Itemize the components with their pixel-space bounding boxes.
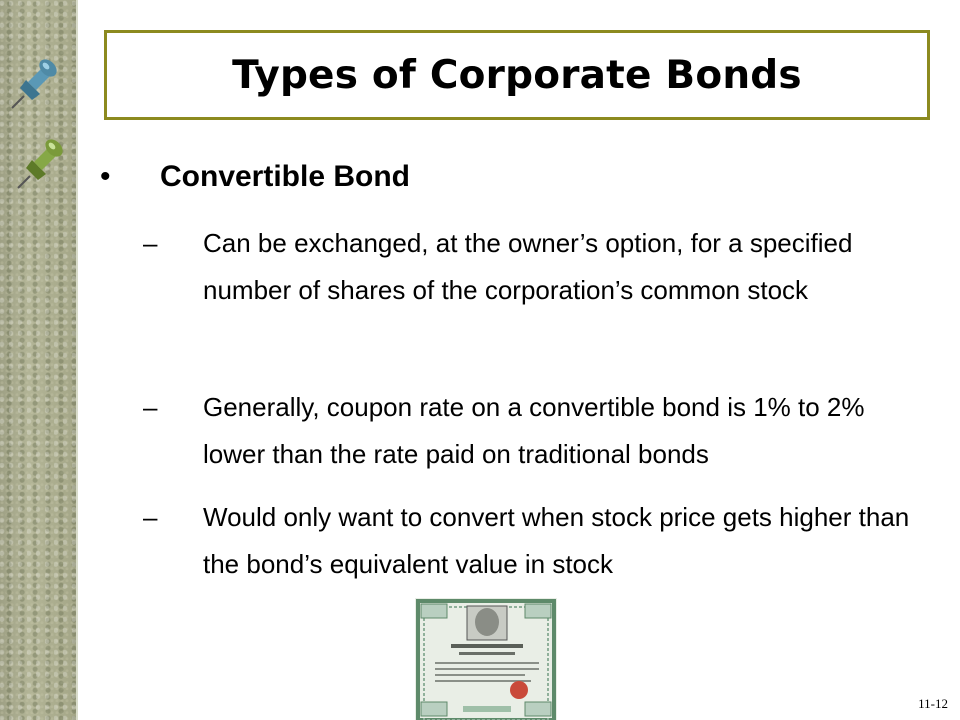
slide-title: Types of Corporate Bonds [232, 52, 802, 98]
green-pushpin-icon [12, 138, 68, 190]
sub-point-text: Generally, coupon rate on a convertible bond is 1% to 2% lower than the rate paid on traditional bonds [203, 392, 865, 469]
blue-pushpin-icon [6, 58, 62, 110]
sub-point-1 [143, 220, 933, 314]
sub-point-2 [143, 384, 933, 478]
bullet-heading: Convertible Bond [160, 160, 411, 193]
bullet-marker: • [100, 160, 111, 193]
title-box [104, 30, 930, 120]
sub-point-3 [143, 494, 933, 588]
sub-point-text: Would only want to convert when stock price gets higher than the bond’s equivalent value in stock [203, 502, 910, 579]
dash-marker: – [143, 228, 158, 258]
dash-marker: – [143, 502, 158, 532]
bond-certificate-image [415, 598, 557, 720]
dash-marker: – [143, 392, 158, 422]
sidebar-divider [76, 0, 78, 720]
slide-number: 11-12 [918, 696, 948, 711]
sub-point-text: Can be exchanged, at the owner’s option, for a specified number of shares of the corporation’s common stock [203, 228, 853, 305]
